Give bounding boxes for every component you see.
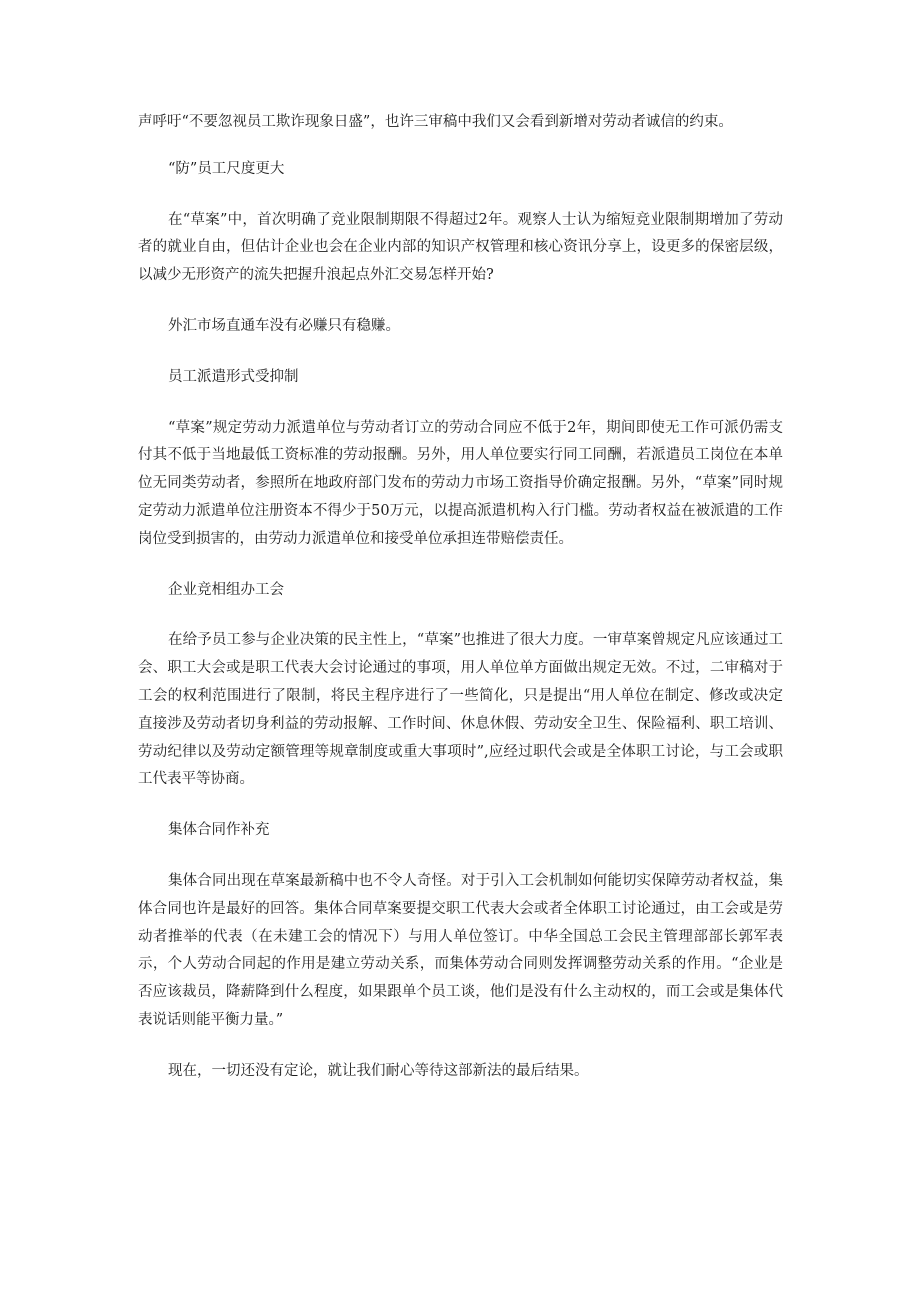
- paragraph-conclusion: 现在，一切还没有定论，就让我们耐心等待这部新法的最后结果。: [168, 1062, 589, 1079]
- paragraph-collective: 集体合同出现在草案最新稿中也不令人奇怪。对于引入工会机制如何能切实保障劳动者权益，集体合同也许是最好的回答。集体合同草案要提交职工代表大会或者全体职工讨论通过，由工会或是劳动者推举的代表（在未建工会的情况下）与用人单位签订。中华全国总工会民主管理部部长郭军表示，个人劳动合同起的作用是建立劳动关系，而集体劳动合同则发挥调整劳动关系的作用。“企业是否应该裁员，降薪降到什么程度，如果跟单个员工谈，他们是没有什么主动权的，而工会或是集体代表说话则能平衡力量。”: [138, 872, 783, 1028]
- paragraph-non-compete: 在“草案”中，首次明确了竞业限制期限不得超过2年。观察人士认为缩短竞业限制期增加了劳动者的就业自由，但估计企业也会在企业内部的知识产权管理和核心资讯分享上，设更多的保密层级，以减少无形资产的流失把握升浪起点外汇交易怎样开始?: [138, 211, 783, 284]
- section-heading-union: 企业竞相组办工会: [168, 581, 284, 598]
- section-heading-prevention: “防”员工尺度更大: [168, 160, 285, 177]
- section-heading-collective: 集体合同作补充: [168, 822, 270, 839]
- paragraph-union: 在给予员工参与企业决策的民主性上，“草案”也推进了很大力度。一审草案曾规定凡应该通过工会、职工大会或是职工代表大会讨论通过的事项，用人单位单方面做出规定无效。不过，二审稿对于工会的权利范围进行了限制，将民主程序进行了一些简化，只是提出“用人单位在制定、修改或决定直接涉及劳动者切身利益的劳动报解、工作时间、休息休假、劳动安全卫生、保险福利、职工培训、劳动纪律以及劳动定额管理等规章制度或重大事项时”,应经过职代会或是全体职工讨论，与工会或职工代表平等协商。: [138, 632, 783, 788]
- article-body: [138, 109, 783, 1109]
- section-heading-dispatch: 员工派遣形式受抑制: [168, 368, 299, 385]
- paragraph-forex: 外汇市场直通车没有必赚只有稳赚。: [168, 317, 400, 334]
- paragraph-dispatch: “草案”规定劳动力派遣单位与劳动者订立的劳动合同应不低于2年，期间即使无工作可派仍需支付其不低于当地最低工资标准的劳动报酬。另外，用人单位要实行同工同酬，若派遣员工岗位在本单位无同类劳动者，参照所在地政府部门发布的劳动力市场工资指导价确定报酬。另外，“草案”同时规定劳动力派遣单位注册资本不得少于50万元，以提高派遣机构入行门槛。劳动者权益在被派遣的工作岗位受到损害的，由劳动力派遣单位和接受单位承担连带赔偿责任。: [138, 419, 783, 547]
- paragraph-continuation: 声呼吁“不要忽视员工欺诈现象日盛”，也许三审稿中我们又会看到新增对劳动者诚信的约束。: [138, 114, 733, 130]
